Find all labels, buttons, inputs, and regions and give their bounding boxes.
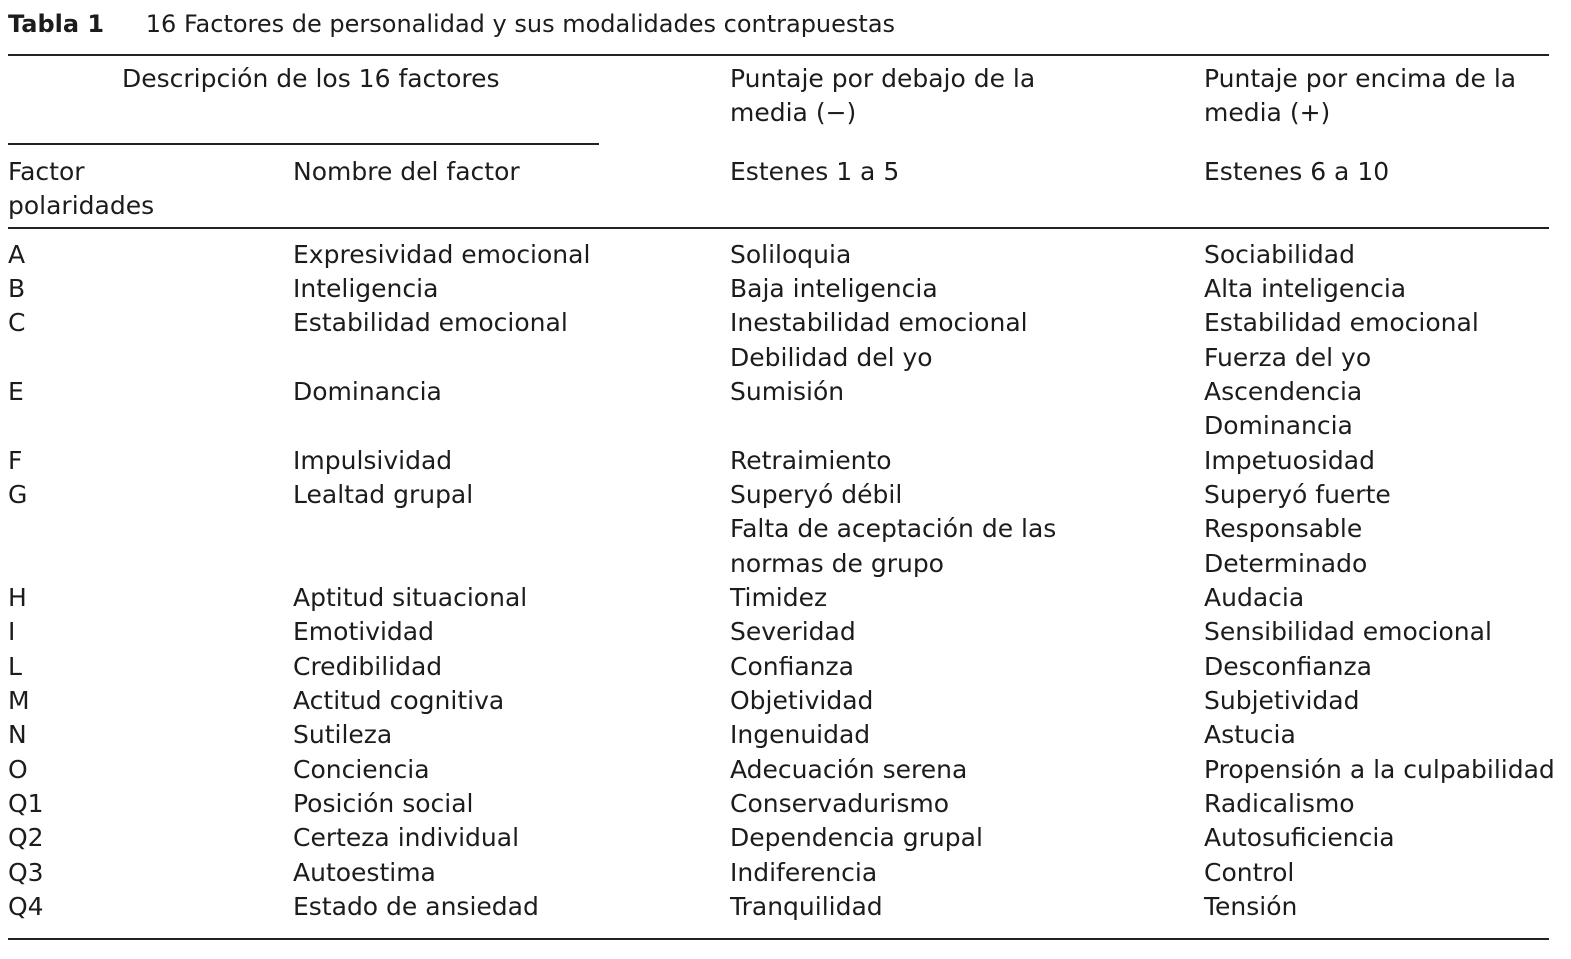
factor-name-cell: Lealtad grupal — [293, 480, 474, 509]
factor-name-cell: Emotividad — [293, 617, 434, 646]
above-mean-trait-cell: Propensión a la culpabilidad — [1204, 755, 1555, 784]
above-mean-trait-cell: Determinado — [1204, 549, 1368, 578]
factor-code-cell: M — [8, 686, 30, 715]
below-mean-trait-cell: Tranquilidad — [730, 892, 883, 921]
factor-code-cell: N — [8, 720, 27, 749]
above-mean-trait-cell: Radicalismo — [1204, 789, 1355, 818]
factor-code-cell: Q1 — [8, 789, 44, 818]
below-mean-trait-cell: Sumisión — [730, 377, 845, 406]
factor-code-cell: C — [8, 308, 26, 337]
header-group-description: Descripción de los 16 factores — [122, 64, 500, 93]
table-row — [8, 890, 1549, 924]
table-row — [8, 547, 1549, 581]
table-row — [8, 650, 1549, 684]
factor-code-cell: B — [8, 274, 26, 303]
table-caption — [8, 7, 895, 41]
below-mean-trait-cell: Ingenuidad — [730, 720, 871, 749]
below-mean-trait-cell: Adecuación serena — [730, 755, 968, 784]
header-stens-high: Estenes 6 a 10 — [1204, 157, 1390, 186]
table-row — [8, 238, 1549, 272]
table-row — [8, 512, 1549, 547]
table-title: 16 Factores de personalidad y sus modalidades contrapuestas — [145, 10, 896, 38]
above-mean-trait-cell: Responsable — [1204, 514, 1363, 543]
below-mean-trait-cell: Conservadurismo — [730, 789, 950, 818]
factor-name-cell: Estabilidad emocional — [293, 308, 568, 337]
table-row — [8, 306, 1549, 341]
above-mean-trait-cell: Subjetividad — [1204, 686, 1360, 715]
table-row — [8, 615, 1549, 650]
factor-name-cell: Dominancia — [293, 377, 442, 406]
table-number: Tabla 1 — [8, 10, 105, 38]
above-mean-trait-cell: Astucia — [1204, 720, 1296, 749]
below-mean-trait-cell: Dependencia grupal — [730, 823, 983, 852]
factor-code-cell: H — [8, 583, 27, 612]
table-row — [8, 753, 1555, 787]
factor-code-cell: L — [8, 652, 22, 681]
bottom-rule — [8, 938, 1549, 940]
above-mean-trait-cell: Autosuficiencia — [1204, 823, 1395, 852]
factor-name-cell: Autoestima — [293, 858, 436, 887]
below-mean-trait-cell: Objetividad — [730, 686, 874, 715]
above-mean-trait-cell: Control — [1204, 858, 1295, 887]
factor-code-cell: E — [8, 377, 24, 406]
factor-name-cell: Certeza individual — [293, 823, 520, 852]
factor-name-cell: Aptitud situacional — [293, 583, 528, 612]
factor-name-cell: Credibilidad — [293, 652, 443, 681]
table-row — [8, 787, 1549, 821]
factor-code-cell: I — [8, 617, 16, 646]
table-row — [8, 478, 1549, 512]
factor-code-cell: Q3 — [8, 858, 44, 887]
factor-name-cell: Conciencia — [293, 755, 430, 784]
header-above-mean — [1204, 62, 1516, 130]
below-mean-trait-cell: Inestabilidad emocional — [730, 308, 1028, 337]
factor-name-cell: Estado de ansiedad — [293, 892, 539, 921]
header-above-mean-line1: Puntaje por encima de la — [1204, 64, 1517, 93]
above-mean-trait-cell: Alta inteligencia — [1204, 274, 1407, 303]
table-row — [8, 581, 1549, 615]
factor-code-cell: O — [8, 755, 28, 784]
header-below-mean — [730, 62, 1035, 130]
factor-name-cell: Sutileza — [293, 720, 393, 749]
above-mean-trait-cell: Estabilidad emocional — [1204, 308, 1479, 337]
table-body — [8, 238, 1555, 924]
factor-code-cell: F — [8, 446, 23, 475]
below-mean-trait-cell: Indiferencia — [730, 858, 878, 887]
factor-code-cell: A — [8, 240, 26, 269]
below-mean-trait-cell: Debilidad del yo — [730, 343, 933, 372]
table-row — [8, 409, 1549, 444]
table-row — [8, 272, 1549, 306]
table-row — [8, 375, 1549, 409]
above-mean-trait-cell: Impetuosidad — [1204, 446, 1375, 475]
factor-code-cell: Q4 — [8, 892, 44, 921]
header-stens-low: Estenes 1 a 5 — [730, 157, 900, 186]
header-factor-line1: Factor — [8, 157, 85, 186]
factor-name-cell: Impulsividad — [293, 446, 453, 475]
factor-code-cell: Q2 — [8, 823, 44, 852]
below-mean-trait-cell: Timidez — [730, 583, 828, 612]
factor-code-cell: G — [8, 480, 28, 509]
header-rule — [8, 227, 1549, 229]
header-above-mean-line2: media (+) — [1204, 98, 1331, 127]
above-mean-trait-cell: Superyó fuerte — [1204, 480, 1391, 509]
above-mean-trait-cell: Fuerza del yo — [1204, 343, 1372, 372]
above-mean-trait-cell: Dominancia — [1204, 411, 1353, 440]
header-factor-name: Nombre del factor — [293, 157, 520, 186]
below-mean-trait-cell: Superyó débil — [730, 480, 903, 509]
above-mean-trait-cell: Desconfianza — [1204, 652, 1372, 681]
factor-name-cell: Expresividad emocional — [293, 240, 591, 269]
below-mean-trait-cell: Soliloquia — [730, 240, 852, 269]
above-mean-trait-cell: Sensibilidad emocional — [1204, 617, 1492, 646]
factor-name-cell: Posición social — [293, 789, 474, 818]
subheader-rule — [8, 143, 599, 145]
above-mean-trait-cell: Sociabilidad — [1204, 240, 1355, 269]
table-row — [8, 856, 1549, 890]
table-row — [8, 341, 1549, 375]
header-below-mean-line1: Puntaje por debajo de la — [730, 64, 1036, 93]
above-mean-trait-cell: Tensión — [1204, 892, 1298, 921]
factor-name-cell: Actitud cognitiva — [293, 686, 505, 715]
below-mean-trait-cell: Confianza — [730, 652, 854, 681]
below-mean-trait-cell: Severidad — [730, 617, 856, 646]
factor-name-cell: Inteligencia — [293, 274, 439, 303]
below-mean-trait-cell: Retraimiento — [730, 446, 892, 475]
below-mean-trait-cell: Baja inteligencia — [730, 274, 938, 303]
header-factor — [8, 155, 154, 223]
below-mean-trait-cell: Falta de aceptación de las — [730, 514, 1057, 543]
table-row — [8, 684, 1549, 718]
top-rule — [8, 54, 1549, 56]
above-mean-trait-cell: Audacia — [1204, 583, 1305, 612]
header-below-mean-line2: media (−) — [730, 98, 857, 127]
table-row — [8, 444, 1549, 478]
below-mean-trait-cell: normas de grupo — [730, 549, 944, 578]
above-mean-trait-cell: Ascendencia — [1204, 377, 1363, 406]
table-row — [8, 821, 1549, 856]
table-row — [8, 718, 1549, 753]
header-factor-line2: polaridades — [8, 191, 155, 220]
